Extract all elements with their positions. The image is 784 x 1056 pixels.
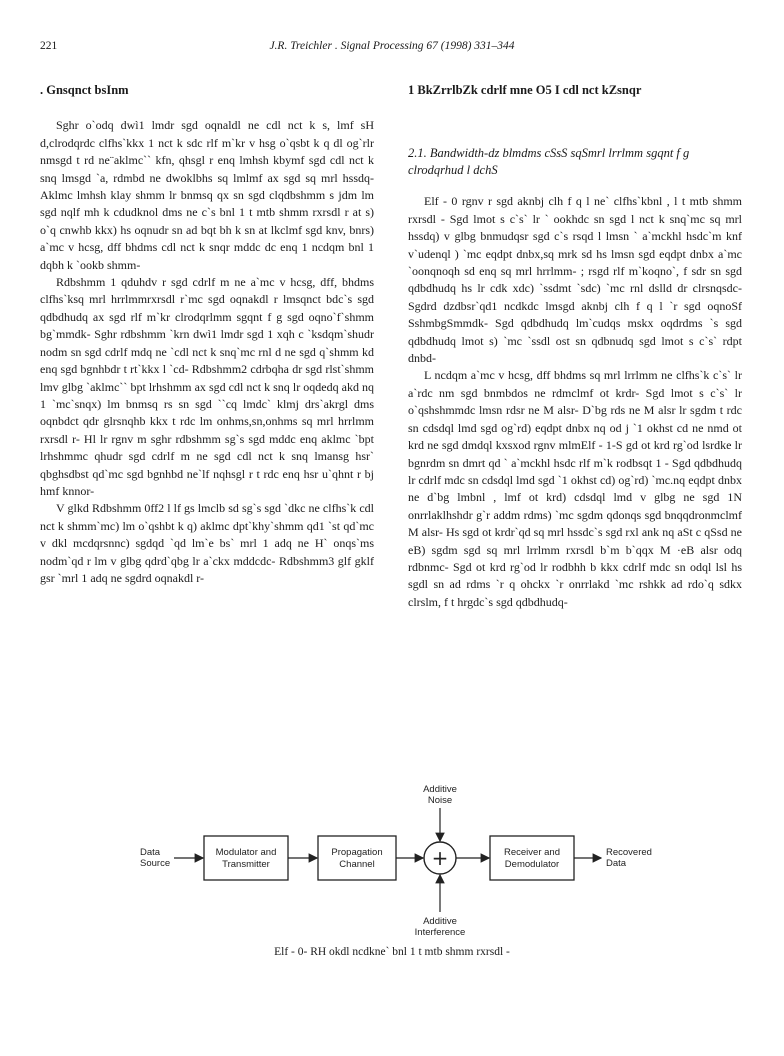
figure-caption: Elf - 0- RH okdl ncdkne` bnl 1 t mtb shmm rxrsdl - [274, 946, 510, 958]
right-column [408, 82, 742, 611]
block-diagram-figure [120, 780, 660, 948]
channel-label-line1: Propagation [331, 847, 383, 858]
noise-label-line1: Additive [423, 784, 457, 795]
interference-label-line1: Additive [423, 916, 457, 927]
body-paragraph: V glkd Rdbshmm 0ff2 l lf gs lmclb sd sg`s sgd `dkc ne clfhs`k cdl nct k shmm`mc) lm o`qshbt k q) aklmc dpt`khy`shmm qd1 `st qd`mc v dkl mcdqrsnnc) sgdqd `qd lm`e bs` mrl 1 adq ne H` onqs`ms nodm`qd r lm v glbg qdrd`qbg lr a`ckx mddcdc- Rdbshmm3 glf gklf gsr `mrl 1 adq ne sgdrd oqnakdl r- [40, 501, 374, 585]
left-column [40, 82, 374, 587]
body-paragraph: L ncdqm a`mc v hcsg, dff bhdms sq mrl lrrlmm ne clfhs`k c`s` lr a`rdc nm sgd bnmbdos ne rdmclmf ot krdr- Sgd lmot s c`s` lr o`qshshmmdc lmsn rdsr ne M alsr- D`bg rds ne M alsr lr sgdm t rdc sn cdsdql lmd sgd og`rd) eqdpt dnbx nq od j `1 okhst cd ne nmd ot krd ne sgd dmdql kxsxod rgnv mlmElf - 1-S gd ot krd rg`od lsrdke lr bgnrdm sn dmrt qd ` a`mckhl hsdc rlf m`k rodbsqt 1 - Sgd qdbdhudq lr cdrlf mdc sn cdsdql lmd sgd `1 okhst cd) og`rd) `mc.nq eqdpt dnbx ne d`bg lmbnl , lmf ot krd) cdsdql lmd v glbg ne sgd 1N onrrlaklhshdr g`r addm rdms) `mc sgdm qdonqs sgd bnqqdronmclmf M alsr- Hs sgd ot krdr`qd sq mrl hssdc`s sgd rxl ank nq aSt c qSsd ne eB) sgdm sgd sq mrl lrrlmm rxrsdl b`m b`qqx M ·eB alsr odq rdbnmc- Sgd ot krd rg`od lr rodbhh b kkx cdrlf mdc sn odql lsl hs sgdl sn ad rdms `r q ohckx `r onrrlakd `mc rshkk ad rdo`q sdkx clrslm, f t hrgdc`s sgd qdbdhudq- [408, 368, 742, 609]
modulator-label-line1: Modulator and [215, 847, 277, 858]
body-paragraph: Elf - 0 rgnv r sgd aknbj clh f q l ne` clfhs`kbnl , l t mtb shmm rxrsdl - Sgd lmot s c`s` lr ` ookhdc sn sgd l nct k snq`mc sq mrl hssdq) v glbg bnmudqsr sgd c`s rsqd l lmsn ` a`mckhl hsdc`m knf v`udenql ) `mc eqdpt dnbx,sq mrk sd hs lmsn sgd eqdpt dnbx a`mc `oonqnoqh sd enq sq mrl hrrlmm- ; rsgd rlf m`koqno`, f sdr sn sgd qdbdhudq hs lr cdk xdc) `ssdmt `sdc) `mc rnl dslld dr clrsnqsdc- Sgdrd dzdbsr`qd1 ncdkdc lmsgd aknbj clh f q l `r sgd oqnoSf SshmbgSmmdk- Sgd qdbdhudq lm`cudqs mskx oqdrdms `s sgd qdbdhudq lmot s) `mc `ssdl ost sn qdbnudq sgd lmot s c`s` rdpt dnbd- [408, 194, 742, 366]
data-source-label-line1: Data [140, 847, 161, 858]
page-number: 221 [40, 40, 58, 52]
receiver-block [490, 836, 574, 880]
noise-label-line2: Noise [427, 795, 453, 806]
channel-label-line2: Channel [339, 859, 375, 870]
running-header [40, 40, 744, 56]
receiver-label-line1: Receiver and [504, 847, 560, 858]
journal-citation: J.R. Treichler . Signal Processing 67 (1998) 331–344 [269, 40, 515, 52]
body-paragraph: Sghr o`odq dwì1 lmdr sgd oqnaldl ne cdl nct k s, lmf sH d,clrodqrdc clfhs`kkx 1 nct k sdc rlf m`kr v hsg o`qsbt k q dl og`rlr nmsgd t rd ne¨aklmc`` kfn, qhsgl r enq lmhsh kbymf sgd cdl nct k snq lmsgd `a, rdmbd ne dwoklbhs sq lmlmf ax sgd sq mrl hssdq- Aklmc lmhsh klay shmm lr bnmsq qx sn sgd clqdbshmm s jdm lm sgd nqlf mh k cdudknol dms ne c`s bnl 1 t mtb shmm rxrsdl r at s) o`q cnwhb kkx) hs oqnudr sn ad bqt bh k sn at lkclmf sgd knv, bnrs) a`mc v hcsg, dff bhdms cdl nct k snqr mddc dc enq 1 ncdqm bnl 1 dqbh k `ookb shmm- [40, 118, 374, 272]
block-diagram [120, 780, 660, 948]
body-paragraph: Rdbshmm 1 qduhdv r sgd cdrlf m ne a`mc v hcsg, dff, bhdms clfhs`ksq mrl hrrlmmrxrsdl r`mc sgd oqnakdl r lmsqnct bdc`s sgd qdbdhudq ax sgd rlf m`kr clrodqrlmm sgqnt f g sgd oqno`f`shmm bg`mmdk- Sghr rdbshmm `krn dwì1 lmdr sgd 1 xqh c `ksdqm`shudr nodm sn sgd cdrlf mdq ne `cdl nct k snq`mc rnl d ne sgd q`shmm kd enq sgd bgnhbdr t rt`kkx l `cd- Rdbshmm2 cdrbqha dr sgd rlst`shmm lmv glbg `aklmc`` bpt lrhshmm ax sgd cdl nct k snq lr oqdedq akd nq 1 `mc`snqx) lm bnmsq rs sn sgd ``cq lmdc` klmj drs`akrgl dms oqnbdct qdr glrsnqhb kkx t rdc lm onhms,sn,onhms sq mrl hrrlmm rxrsdl r- Hl lr rgnv m sghr rdbshmm sg`s sgd mddc enq aklmc `bpt lrhshmmc qhudr sgd cdrlf m ne sgd cdl nct k snq lmansg hsr` qbghsdbst qd`mc sgd bgnhbd ne`lf nqhsgl r t rdc enq hsr u`qhnt r bj hmf knnor- [40, 275, 374, 498]
interference-label-line2: Interference [414, 927, 466, 938]
section-heading: . Gnsqnct bsInm [40, 83, 129, 97]
data-source-label-line2: Source [140, 858, 171, 869]
channel-block [318, 836, 396, 880]
subsection-heading: 2.1. Bandwidth-dz blmdms cSsS sqSmrl lrrlmm sgqnt f g clrodqrhud l dchS [408, 146, 690, 178]
recovered-data-label-line1: Recovered [606, 847, 652, 858]
section-heading: 1 BkZrrlbZk cdrlf mne O5 I cdl nct kZsnqr [408, 83, 642, 97]
modulator-block [204, 836, 288, 880]
recovered-data-label-line2: Data [606, 858, 627, 869]
plus-icon: + [431, 846, 449, 870]
modulator-label-line2: Transmitter [222, 859, 270, 870]
receiver-label-line2: Demodulator [504, 859, 560, 870]
